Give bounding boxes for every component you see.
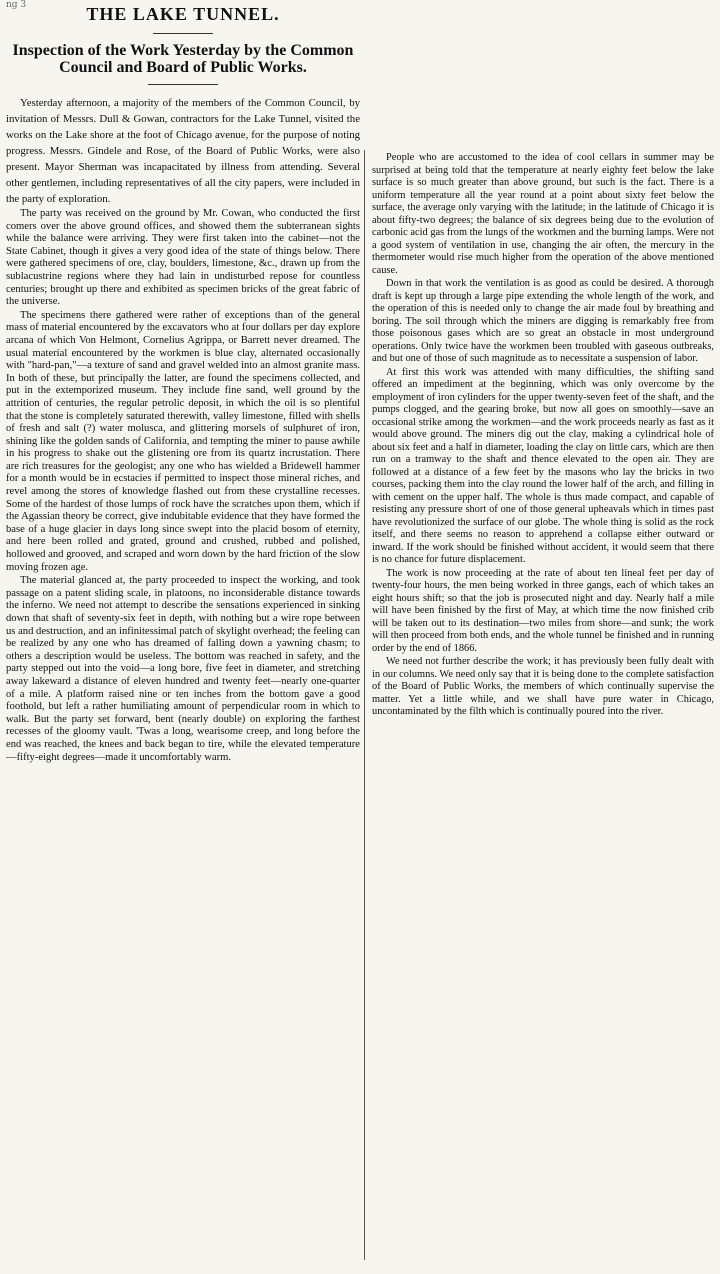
paragraph: The specimens there gathered were rather of exceptions than of the general mass of material encountered by the excavators who at four dollars per day explore arcana of which Von Helmont, Cornelius Agrippa, or Barrett never dreamed. The usual material encountered by the workmen is blue clay, alternated occasionally with "hard-pan,"—a texture of sand and gravel welded into an almost granite mass. In both of these, but principally the latter, are found the specimens collected, and put in the extemporized museum. They include fine sand, well ground by the attrition of centuries, the regular petrolic deposit, in which the oil is so plentiful that the stone is completely saturated therewith, valley limestone, filled with shells of fresh and salt (?) water molusca, and glittering morsels of sulphuret of iron, shining like the golden sands of California, and tempting the miner to pause awhile in his progress to shake out the glistening ore from its quartz incrustation. There are rich treasures for the geologist; any one who has wielded a Bridewell hammer for a month would be in ecstacies if permitted to inspect those mineral riches, and revel among the stores of knowledge flashed out from these crystalline recesses. Some of the hardest of those lumps of rock have the scratches upon them, which if the Agassian theory be correct, give indubitable evidence that they have formed the base of a huge glacier in days long since swept into the placid bosom of eternity, and here been rolled and grated, ground and crushed, rubbed and polished, hollowed and grooved, and scraped and worn down by the hard friction of the slow moving frozen age.: [6, 309, 360, 573]
subheadline: Inspection of the Work Yesterday by the Common Council and Board of Public Works.: [12, 42, 354, 76]
paragraph: People who are accustomed to the idea of cool cellars in summer may be surprised at being told that the temperature at nearly eighty feet below the lake surface is so much greater than above ground, but such is the fact. There is a uniform temperature all the year round at a point about sixty feet below the surface, the average only varying with the latitude; in the latitude of Chicago it is about fifty-two degrees; the balance of six degrees being due to the evolution of carbonic acid gas from the lungs of the workmen and the burning lamps. Were not a good system of ventilation in use, changing the air often, the mercury in the thermometer would rise much higher from the operation of the above mentioned cause.: [372, 152, 714, 276]
subheadline-rule: [148, 84, 218, 85]
headline: THE LAKE TUNNEL.: [86, 4, 280, 24]
paragraph: Yesterday afternoon, a majority of the members of the Common Council, by invitation of Messrs. Dull & Gowan, contractors for the Lake Tunnel, visited the works on the Lake shore at the foot of Chicago avenue, for the purpose of noting progress. Messrs. Gindele and Rose, of the Board of Public Works, were also present. Mayor Sherman was incapacitated by illness from attending. Several other gentlemen, including representatives of all the city papers, were included in the party of exploration.: [6, 97, 360, 205]
paragraph: Down in that work the ventilation is as good as could be desired. A thorough draft is kept up through a large pipe extending the whole length of the work, and the operation of this is needed only to change the air made foul by breathing and boring. The soil through which the miners are digging is remarkably free from those poisonous gases which are so great an obstacle in most underground operations. Only twice have the workmen been troubled with gaseous outbreaks, and but one of those of such magnitude as to necessitate a suspension of labor.: [372, 278, 714, 364]
left-column: [6, 0, 360, 764]
column-divider: [364, 150, 365, 1260]
paragraph: The party was received on the ground by Mr. Cowan, who conducted the first comers over the above ground offices, and showed them the subterranean sights while the balance were arriving. They were first taken into the cabinet—not the State Cabinet, though it gives a very good idea of the state of things below. There were gathered specimens of ore, clay, boulders, limestone, &c., drawn up from the sublacustrine regions where they had lain in undisturbed repose for countless centuries; brought up there and exhibited as specimen bricks of the great fabric of the universe.: [6, 208, 360, 308]
paragraph: The material glanced at, the party proceeded to inspect the working, and took passage on a patent sliding scale, in platoons, no inconsiderable distance towards the inferno. We need not attempt to describe the sensations experienced in sinking down that shaft of seventy-six feet in depth, with nothing but a wire rope between us and destruction, and an infinitessimal patch of skylight overhead; the feeling can be realized by any one who has dreamed of falling down a yawning chasm; to others a description would be useless. The bottom was reached in safety, and the party stepped out into the void—a long bore, five feet in diameter, and stretching away lakeward a distance of eleven hundred and twenty feet—nearly one-quarter of a mile. A platform raised nine or ten inches from the bottom gave a good foothold, but left a rather humiliating amount of perpendicular room in which to walk. But the party set forward, bent (nearly double) on exploring the farthest recesses of the gloomy vault. 'Twas a long, wearisome creep, and long before the end was reached, the knees and back began to tire, while the elevated temperature—fifty-eight degrees—made it uncomfortably warm.: [6, 575, 360, 763]
paragraph: The work is now proceeding at the rate of about ten lineal feet per day of twenty-four hours, the men being worked in three gangs, each of which takes an eight hours shift; so that the job is prosecuted night and day. Nearly half a mile will have been finished by the first of May, at which time the now finished crib will be taken out to its destination—two miles from shore—and sunk; the work will then proceed from both ends, and the whole tunnel be finished and in running order by the end of 1866.: [372, 567, 714, 654]
paragraph: We need not further describe the work; it has previously been fully dealt with in our columns. We need only say that it is being done to the complete satisfaction of the Board of Public Works, the members of which continually supervise the matter. Yet a little while, and we shall have pure water in Chicago, uncontaminated by the filth which is continually poured into the river.: [372, 656, 714, 717]
page-corner-mark: ng 3: [6, 0, 27, 10]
headline-rule: [153, 33, 213, 34]
paragraph: At first this work was attended with many difficulties, the shifting sand offered an impediment at the beginning, which was only overcome by the employment of iron cylinders for the upper twenty-seven feet of the shaft, and the pumps clogged, and the gearing broke, but now all goes on smoothly—save an occasional strike among the workmen—and the work proceeds nearly as fast as it would above ground. The miners dig out the clay, making a cylindrical hole of about six feet and a half in diameter, loading the clay on little cars, which are then run on a tramway to the shaft and thence elevated to the open air. They are followed at a distance of a few feet by the masons who lay the bricks in two courses, packing them into the clay round the lower half of the arch, and filling in with cement on the upper half. The whole is thus made compact, and capable of resisting any pressure short of one of those general upheavals which in times past have revolutionized the surface of our globe. The whole thing is solid as the rock itself, and there seems no reason to apprehend a collapse either outward or inward. If the work should be finished without accident, it would seem that there is no chance for future displacement.: [372, 366, 714, 565]
right-column: [372, 152, 714, 719]
